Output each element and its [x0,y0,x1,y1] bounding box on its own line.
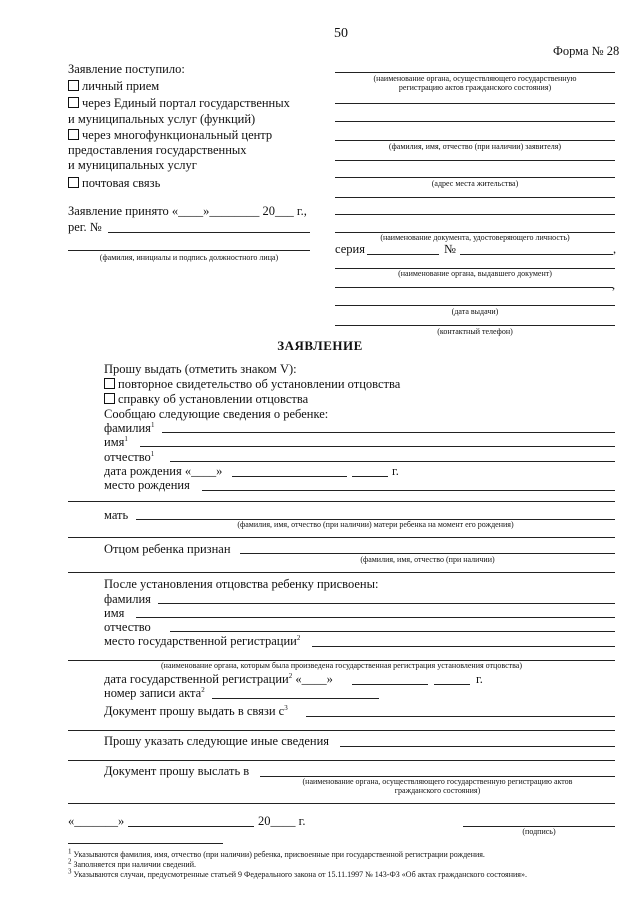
date-year: 20____ г. [258,814,306,828]
checkbox-reference[interactable] [104,393,115,404]
document-title: ЗАЯВЛЕНИЕ [277,338,363,353]
organ-caption-2: регистрацию актов гражданского состояния) [398,83,552,92]
applicant-caption: (фамилия, имя, отчество (при наличии) заявителя) [388,142,562,151]
mother-label: мать [104,508,129,522]
child-surname-label: фамилия$^1$ [104,420,155,435]
received-option-post: почтовая связь [68,176,160,190]
child-name-label: имя$^1$ [104,434,128,449]
send-to-field-2[interactable] [68,803,615,804]
act-number-field[interactable] [212,698,379,699]
child-birthdate-label: дата рождения «____» [104,464,223,478]
after-surname-label: фамилия [104,592,151,606]
after-name-label: имя [104,606,125,620]
child-heading: Сообщаю следующие сведения о ребенке: [104,407,329,421]
address-field-1[interactable] [335,160,615,161]
father-field[interactable] [240,553,615,554]
send-caption-2: гражданского состояния) [394,786,481,795]
issue-date-caption: (дата выдачи) [451,307,499,316]
checkbox-portal[interactable] [68,97,79,108]
reg-number-field[interactable] [108,232,310,233]
reg-date-label: дата государственной регистрации$^2$ «____» [104,671,333,686]
reg-date-year-suffix: г. [476,672,483,686]
footnote-separator [68,843,223,844]
reg-date-month-field[interactable] [352,684,428,685]
other-info-field-2[interactable] [68,760,615,761]
applicant-field-2[interactable] [335,121,615,122]
birthdate-year-field[interactable] [352,476,388,477]
reason-label: Документ прошу выдать в связи $с^3$ [104,703,288,718]
issue-date-field[interactable] [335,305,615,306]
date-open: «_______» [68,814,125,828]
phone-caption: (контактный телефон) [437,327,513,336]
signature-caption: (подпись) [522,827,556,836]
reason-field-2[interactable] [68,730,615,731]
accepted-line: Заявление принято «____»________ 20___ г., [68,204,307,218]
official-caption: (фамилия, инициалы и подпись должностного лица) [99,253,279,262]
reg-place-label: место государственной регистрации$^2$ [104,633,301,648]
id-doc-field-1[interactable] [335,214,615,215]
after-patronymic-label: отчество [104,620,151,634]
after-surname-field[interactable] [158,603,615,604]
issuer-field-2[interactable] [335,287,613,288]
child-patronymic-label: отчество$^1$ [104,449,155,464]
applicant-field-1[interactable] [335,103,615,104]
organ-caption-1: (наименование органа, осуществляющего государственную [373,74,577,83]
birthdate-year-suffix: г. [392,464,399,478]
address-caption: (адрес места жительства) [431,179,519,188]
checkbox-personal[interactable] [68,80,79,91]
after-heading: После установления отцовства ребенку присвоены: [104,577,379,591]
organ-field[interactable] [335,72,615,73]
reg-date-year-field[interactable] [434,684,470,685]
other-info-label: Прошу указать следующие иные сведения [104,734,330,748]
father-label: Отцом ребенка признан [104,542,231,556]
reg-number-label: рег. № [68,220,102,234]
father-caption: (фамилия, имя, отчество (при наличии) [360,555,495,564]
received-heading: Заявление поступило: [68,62,185,76]
checkbox-mfc[interactable] [68,129,79,140]
received-option-mfc-cont2: и муниципальных услуг [68,158,197,172]
reg-organ-caption: (наименование органа, которым была произведена государственная регистрация установления отцовства) [161,661,522,670]
footnote-2: $^2$ Заполняется при наличии сведений. [68,857,196,869]
sign-date-month-field[interactable] [128,826,254,827]
received-option-mfc-cont1: предоставления государственных [68,143,247,157]
mother-caption: (фамилия, имя, отчество (при наличии) матери ребенка на момент его рождения) [237,520,514,529]
number-field[interactable] [460,254,613,255]
issuer-caption: (наименование органа, выдавшего документ) [398,269,552,278]
id-doc-caption: (наименование документа, удостоверяющего личность) [380,233,570,242]
number-label: № [444,242,456,256]
birthdate-month-field[interactable] [232,476,347,477]
father-field-2[interactable] [68,572,615,573]
received-option-portal-cont: и муниципальных услуг (функций) [68,112,256,126]
footnote-3: $^3$ Указываются случаи, предусмотренные статьей 9 Федерального закона от 15.11.1997 № 143-ФЗ «Об актах гражданского состояния». [68,867,527,879]
phone-field[interactable] [335,325,615,326]
after-name-field[interactable] [136,617,615,618]
series-field[interactable] [367,254,439,255]
request-option-reference: справку об установлении отцовства [104,392,308,406]
page-number: 50 [334,26,348,41]
send-caption-1: (наименование органа, осуществляющего государственную регистрацию актов [302,777,573,786]
applicant-field-3[interactable] [335,140,615,141]
reason-field-1[interactable] [306,716,615,717]
checkbox-certificate[interactable] [104,378,115,389]
received-option-personal: личный прием [68,79,159,93]
address-field-3[interactable] [335,197,615,198]
birthplace-field-2[interactable] [68,501,615,502]
form-number: Форма № 28 [553,44,620,58]
act-number-label: номер записи акта$^2$ [104,685,205,700]
received-option-mfc: через многофункциональный центр [68,128,272,142]
child-surname-field[interactable] [162,432,615,433]
birthplace-field-1[interactable] [202,490,615,491]
child-birthplace-label: место рождения [104,478,190,492]
after-patronymic-field[interactable] [170,631,615,632]
reg-place-field-1[interactable] [312,646,615,647]
address-field-2[interactable] [335,177,615,178]
received-option-portal: через Единый портал государственных [68,96,290,110]
official-signature-field[interactable] [68,250,310,251]
checkbox-post[interactable] [68,177,79,188]
child-patronymic-field[interactable] [170,461,615,462]
child-name-field[interactable] [140,446,615,447]
request-option-certificate: повторное свидетельство об установлении отцовства [104,377,400,391]
mother-field-2[interactable] [68,537,615,538]
footnote-1: $^1$ Указываются фамилия, имя, отчество (при наличии) ребенка, присвоенные при государственной регистрации рождения. [68,847,485,859]
series-label: серия [335,242,365,256]
other-info-field-1[interactable] [340,746,615,747]
request-intro: Прошу выдать (отметить знаком V): [104,362,297,376]
send-to-label: Документ прошу выслать в [104,764,250,778]
